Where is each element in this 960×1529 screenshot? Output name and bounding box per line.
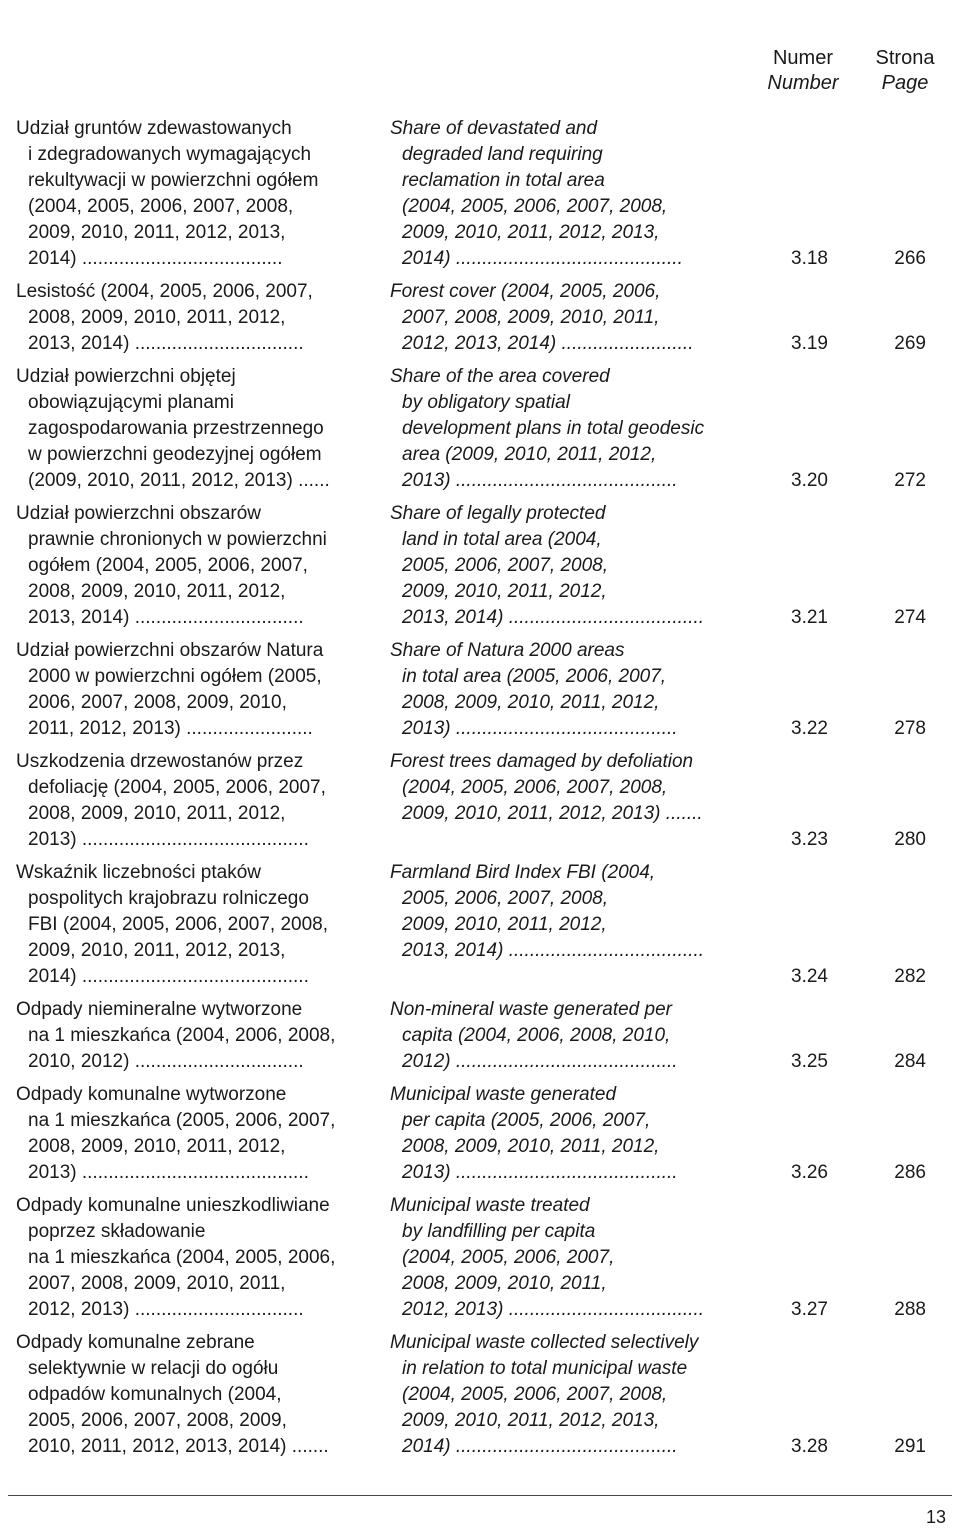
title-line-pl: Udział gruntów zdewastowanych [16,118,292,139]
title-line-en: 2009, 2010, 2011, 2012, 2013) ....... [402,803,703,824]
title-line-en: per capita (2005, 2006, 2007, [402,1110,651,1131]
entry-title-en [390,279,746,357]
toc-entry[interactable] [0,364,960,494]
entry-title-en [390,364,746,494]
title-line-en: 2005, 2006, 2007, 2008, [402,888,609,909]
title-line-pl: na 1 mieszkańca (2004, 2005, 2006, [28,1247,336,1268]
entry-number: 3.24 [791,966,828,987]
title-line-pl: 2000 w powierzchni ogółem (2005, [28,666,322,687]
column-header [0,46,960,102]
title-line-pl: 2011, 2012, 2013) ........................ [28,718,313,739]
title-line-pl: Uszkodzenia drzewostanów przez [16,751,304,772]
title-line-pl: i zdegradowanych wymagających [28,144,312,165]
toc-entry[interactable] [0,1082,960,1186]
entry-page[interactable]: 291 [894,1436,926,1457]
entry-title-pl [16,1330,368,1460]
title-line-pl: 2008, 2009, 2010, 2011, 2012, [28,803,286,824]
entry-page[interactable]: 269 [894,333,926,354]
title-line-en: in total area (2005, 2006, 2007, [402,666,667,687]
title-line-pl: 2014) ........................................... [28,966,309,987]
toc-entry[interactable] [0,638,960,742]
title-line-pl: 2009, 2010, 2011, 2012, 2013, [28,222,286,243]
title-line-pl: Odpady niemineralne wytworzone [16,999,303,1020]
entry-number: 3.21 [791,607,828,628]
title-line-pl: Odpady komunalne unieszkodliwiane [16,1195,330,1216]
title-line-pl: 2012, 2013) ................................ [28,1299,304,1320]
entry-number: 3.18 [791,248,828,269]
title-line-pl: 2007, 2008, 2009, 2010, 2011, [28,1273,286,1294]
title-line-pl: na 1 mieszkańca (2004, 2006, 2008, [28,1025,336,1046]
title-line-pl: poprzez składowanie [28,1221,206,1242]
title-line-pl: na 1 mieszkańca (2005, 2006, 2007, [28,1110,336,1131]
entry-number: 3.28 [791,1436,828,1457]
entry-page[interactable]: 280 [894,829,926,850]
number-column-header [760,46,846,96]
entry-title-en [390,1330,746,1460]
table-of-contents [0,116,960,1467]
number-header-en: Number [767,72,839,94]
title-line-en: Forest trees damaged by defoliation [390,751,694,772]
title-line-pl: zagospodarowania przestrzennego [28,418,324,439]
toc-entry[interactable] [0,501,960,631]
title-line-pl: 2010, 2012) ................................ [28,1051,304,1072]
entry-title-en [390,1082,746,1186]
title-line-pl: 2008, 2009, 2010, 2011, 2012, [28,581,286,602]
title-line-pl: prawnie chronionych w powierzchni [28,529,327,550]
title-line-pl: 2013) ........................................... [28,1162,309,1183]
title-line-en: Share of the area covered [390,366,610,387]
title-line-pl: (2004, 2005, 2006, 2007, 2008, [28,196,294,217]
page-column-header [864,46,946,96]
title-line-en: by obligatory spatial [402,392,570,413]
title-line-pl: 2008, 2009, 2010, 2011, 2012, [28,1136,286,1157]
title-line-en: 2009, 2010, 2011, 2012, 2013, [402,1410,660,1431]
entry-number: 3.26 [791,1162,828,1183]
footer-divider [8,1495,952,1496]
title-line-en: Municipal waste collected selectively [390,1332,699,1353]
toc-entry[interactable] [0,116,960,272]
title-line-en: (2004, 2005, 2006, 2007, 2008, [402,196,668,217]
title-line-pl: 2013, 2014) ................................ [28,607,304,628]
title-line-en: 2009, 2010, 2011, 2012, 2013, [402,222,660,243]
title-line-en: land in total area (2004, [402,529,602,550]
title-line-en: 2012, 2013) ..................................... [402,1299,705,1320]
title-line-pl: 2013) ........................................... [28,829,309,850]
entry-title-en [390,1193,746,1323]
title-line-pl: odpadów komunalnych (2004, [28,1384,282,1405]
title-line-pl: Lesistość (2004, 2005, 2006, 2007, [16,281,313,302]
title-line-pl: FBI (2004, 2005, 2006, 2007, 2008, [28,914,329,935]
title-line-pl: 2014) ...................................... [28,248,283,269]
title-line-en: area (2009, 2010, 2011, 2012, [402,444,657,465]
toc-entry[interactable] [0,997,960,1075]
title-line-pl: ogółem (2004, 2005, 2006, 2007, [28,555,308,576]
title-line-en: Share of legally protected [390,503,606,524]
title-line-en: 2013, 2014) ..................................... [402,940,705,961]
title-line-pl: Odpady komunalne zebrane [16,1332,255,1353]
entry-title-pl [16,749,368,853]
title-line-en: Farmland Bird Index FBI (2004, [390,862,656,883]
page-header-pl: Strona [875,47,935,69]
entry-page[interactable]: 288 [894,1299,926,1320]
entry-title-en [390,116,746,272]
title-line-en: 2005, 2006, 2007, 2008, [402,555,609,576]
title-line-en: 2008, 2009, 2010, 2011, [402,1273,607,1294]
title-line-en: 2014) ........................................... [402,248,683,269]
title-line-en: Share of Natura 2000 areas [390,640,625,661]
title-line-en: 2013) .......................................... [402,718,678,739]
title-line-en: capita (2004, 2006, 2008, 2010, [402,1025,671,1046]
entry-title-pl [16,116,368,272]
entry-title-en [390,997,746,1075]
title-line-en: Municipal waste generated [390,1084,617,1105]
entry-title-pl [16,860,368,990]
entry-title-en [390,749,746,827]
entry-number: 3.22 [791,718,828,739]
title-line-en: 2013) .......................................... [402,470,678,491]
toc-entry[interactable] [0,860,960,990]
title-line-en: 2012) .......................................... [402,1051,678,1072]
title-line-en: 2013) .......................................... [402,1162,678,1183]
title-line-en: (2004, 2005, 2006, 2007, [402,1247,615,1268]
title-line-en: (2004, 2005, 2006, 2007, 2008, [402,777,668,798]
title-line-en: Non-mineral waste generated per [390,999,672,1020]
entry-page[interactable]: 284 [894,1051,926,1072]
title-line-en: 2014) .......................................... [402,1436,678,1457]
title-line-en: Municipal waste treated [390,1195,590,1216]
title-line-pl: rekultywacji w powierzchni ogółem [28,170,319,191]
entry-title-pl [16,997,368,1075]
title-line-pl: Udział powierzchni obszarów Natura [16,640,324,661]
entry-number: 3.20 [791,470,828,491]
number-header-pl: Numer [772,47,833,69]
page-header-en: Page [881,72,929,94]
entry-page[interactable]: 286 [894,1162,926,1183]
title-line-en: by landfilling per capita [402,1221,596,1242]
entry-title-pl [16,501,368,631]
entry-page[interactable]: 274 [894,607,926,628]
title-line-pl: w powierzchni geodezyjnej ogółem [28,444,322,465]
title-line-en: in relation to total municipal waste [402,1358,688,1379]
title-line-pl: Udział powierzchni obszarów [16,503,261,524]
title-line-en: degraded land requiring [402,144,603,165]
page-number: 13 [925,1507,946,1527]
title-line-en: 2013, 2014) ..................................... [402,607,705,628]
title-line-en: 2012, 2013, 2014) ......................... [402,333,694,354]
entry-page[interactable]: 266 [894,248,926,269]
entry-title-en [390,860,746,964]
title-line-pl: 2006, 2007, 2008, 2009, 2010, [28,692,287,713]
toc-entry[interactable] [0,1330,960,1460]
title-line-en: reclamation in total area [402,170,605,191]
title-line-pl: 2009, 2010, 2011, 2012, 2013, [28,940,286,961]
title-line-en: Share of devastated and [390,118,598,139]
title-line-pl: selektywnie w relacji do ogółu [28,1358,279,1379]
title-line-en: 2008, 2009, 2010, 2011, 2012, [402,692,660,713]
title-line-pl: 2008, 2009, 2010, 2011, 2012, [28,307,286,328]
title-line-pl: Wskaźnik liczebności ptaków [16,862,261,883]
entry-number: 3.27 [791,1299,828,1320]
toc-entry[interactable] [0,279,960,357]
entry-page[interactable]: 278 [894,718,926,739]
title-line-pl: obowiązującymi planami [28,392,234,413]
title-line-en: Forest cover (2004, 2005, 2006, [390,281,661,302]
title-line-pl: (2009, 2010, 2011, 2012, 2013) ...... [28,470,330,491]
entry-page[interactable]: 282 [894,966,926,987]
entry-title-en [390,638,746,742]
title-line-pl: defoliację (2004, 2005, 2006, 2007, [28,777,326,798]
title-line-pl: Udział powierzchni objętej [16,366,236,387]
entry-title-pl [16,279,368,357]
title-line-pl: 2010, 2011, 2012, 2013, 2014) ....... [28,1436,329,1457]
entry-title-en [390,501,746,631]
toc-entry[interactable] [0,749,960,853]
entry-title-pl [16,638,368,742]
title-line-pl: pospolitych krajobrazu rolniczego [28,888,309,909]
title-line-pl: Odpady komunalne wytworzone [16,1084,287,1105]
title-line-en: 2007, 2008, 2009, 2010, 2011, [402,307,660,328]
toc-entry[interactable] [0,1193,960,1323]
entry-title-pl [16,1193,368,1323]
entry-page[interactable]: 272 [894,470,926,491]
entry-title-pl [16,1082,368,1186]
title-line-pl: 2005, 2006, 2007, 2008, 2009, [28,1410,287,1431]
entry-number: 3.23 [791,829,828,850]
entry-number: 3.25 [791,1051,828,1072]
title-line-en: 2009, 2010, 2011, 2012, [402,914,607,935]
entry-number: 3.19 [791,333,828,354]
title-line-pl: 2013, 2014) ................................ [28,333,304,354]
title-line-en: 2008, 2009, 2010, 2011, 2012, [402,1136,660,1157]
title-line-en: development plans in total geodesic [402,418,705,439]
title-line-en: 2009, 2010, 2011, 2012, [402,581,607,602]
title-line-en: (2004, 2005, 2006, 2007, 2008, [402,1384,668,1405]
entry-title-pl [16,364,368,494]
